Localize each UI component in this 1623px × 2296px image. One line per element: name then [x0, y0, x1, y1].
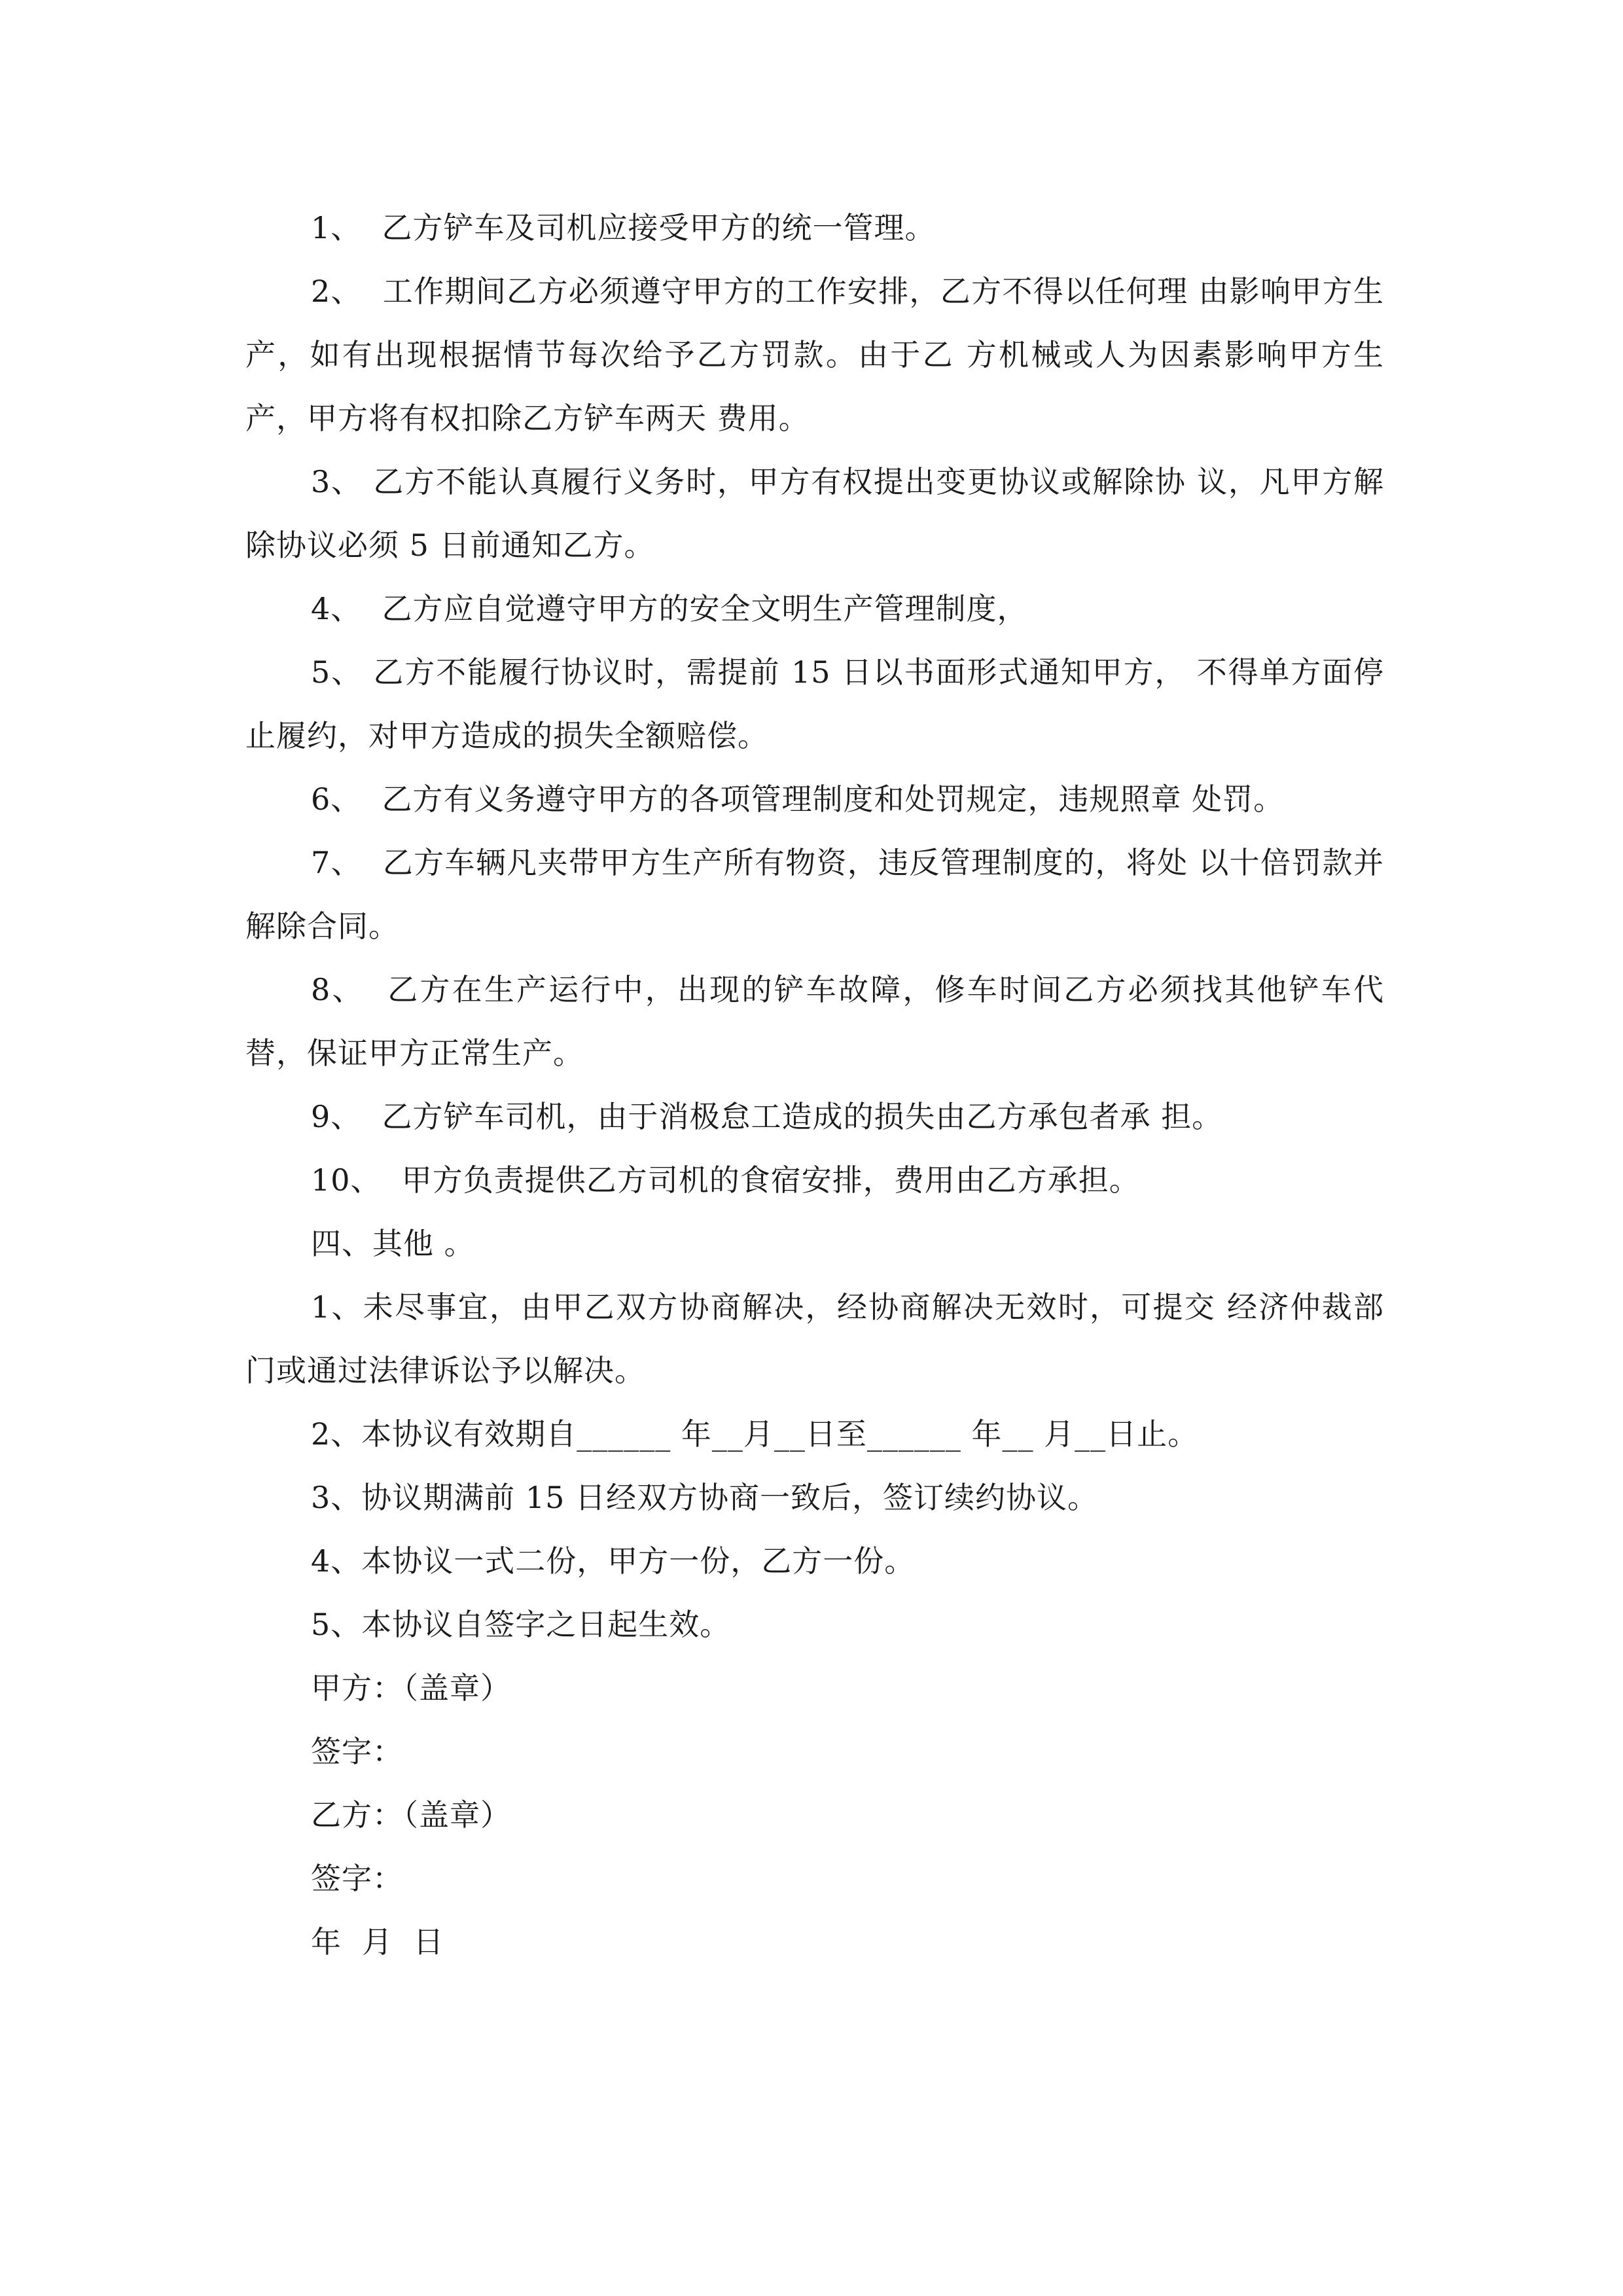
clause-3: 3、 乙方不能认真履行义务时，甲方有权提出变更协议或解除协 议，凡甲方解除协议必须 5 日前通知乙方。: [245, 464, 1384, 563]
section-heading-other: 四、其他 。: [311, 1226, 475, 1261]
clause-8: 8、 乙方在生产运行中，出现的铲车故障，修车时间乙方必须找其他铲车代替，保证甲方正常生产。: [245, 972, 1384, 1071]
clause-1: 1、 乙方铲车及司机应接受甲方的统一管理。: [311, 210, 936, 245]
clause-4: 4、 乙方应自觉遵守甲方的安全文明生产管理制度，: [311, 591, 1028, 626]
clause-10: 10、 甲方负责提供乙方司机的食宿安排，费用由乙方承担。: [311, 1162, 1140, 1198]
clause-2: 2、 工作期间乙方必须遵守甲方的工作安排，乙方不得以任何理 由影响甲方生产，如有出现根据情节每次给予乙方罚款。由于乙 方机械或人为因素影响甲方生产，甲方将有权扣除乙方铲车两天 费用。: [245, 274, 1384, 436]
party-a-signature-label: 签字：: [311, 1734, 403, 1769]
clause-7: 7、 乙方车辆凡夹带甲方生产所有物资，违反管理制度的，将处 以十倍罚款并解除合同。: [245, 845, 1384, 944]
clause-5: 5、 乙方不能履行协议时，需提前 15 日以书面形式通知甲方， 不得单方面停止履约，对甲方造成的损失全额赔偿。: [245, 655, 1384, 753]
other-item-5: 5、本协议自签字之日起生效。: [311, 1607, 731, 1642]
party-b-seal-label: 乙方：（盖章）: [311, 1797, 511, 1833]
other-item-1: 1、未尽事宜，由甲乙双方协商解决，经协商解决无效时，可提交 经济仲裁部门或通过法律诉讼予以解决。: [245, 1289, 1384, 1388]
clause-9: 9、 乙方铲车司机，由于消极怠工造成的损失由乙方承包者承 担。: [311, 1099, 1223, 1134]
party-a-seal-label: 甲方：（盖章）: [311, 1670, 511, 1706]
signing-date-label: 年 月 日: [311, 1924, 444, 1960]
other-item-2: 2、本协议有效期自______ 年__月__日至______ 年__ 月__日止。: [311, 1416, 1199, 1452]
other-item-3: 3、协议期满前 15 日经双方协商一致后，签订续约协议。: [311, 1480, 1099, 1515]
clause-6: 6、 乙方有义务遵守甲方的各项管理制度和处罚规定，违规照章 处罚。: [311, 781, 1285, 817]
party-b-signature-label: 签字：: [311, 1861, 403, 1896]
document-body: [245, 196, 1384, 1974]
other-item-4: 4、本协议一式二份，甲方一份，乙方一份。: [311, 1543, 916, 1579]
